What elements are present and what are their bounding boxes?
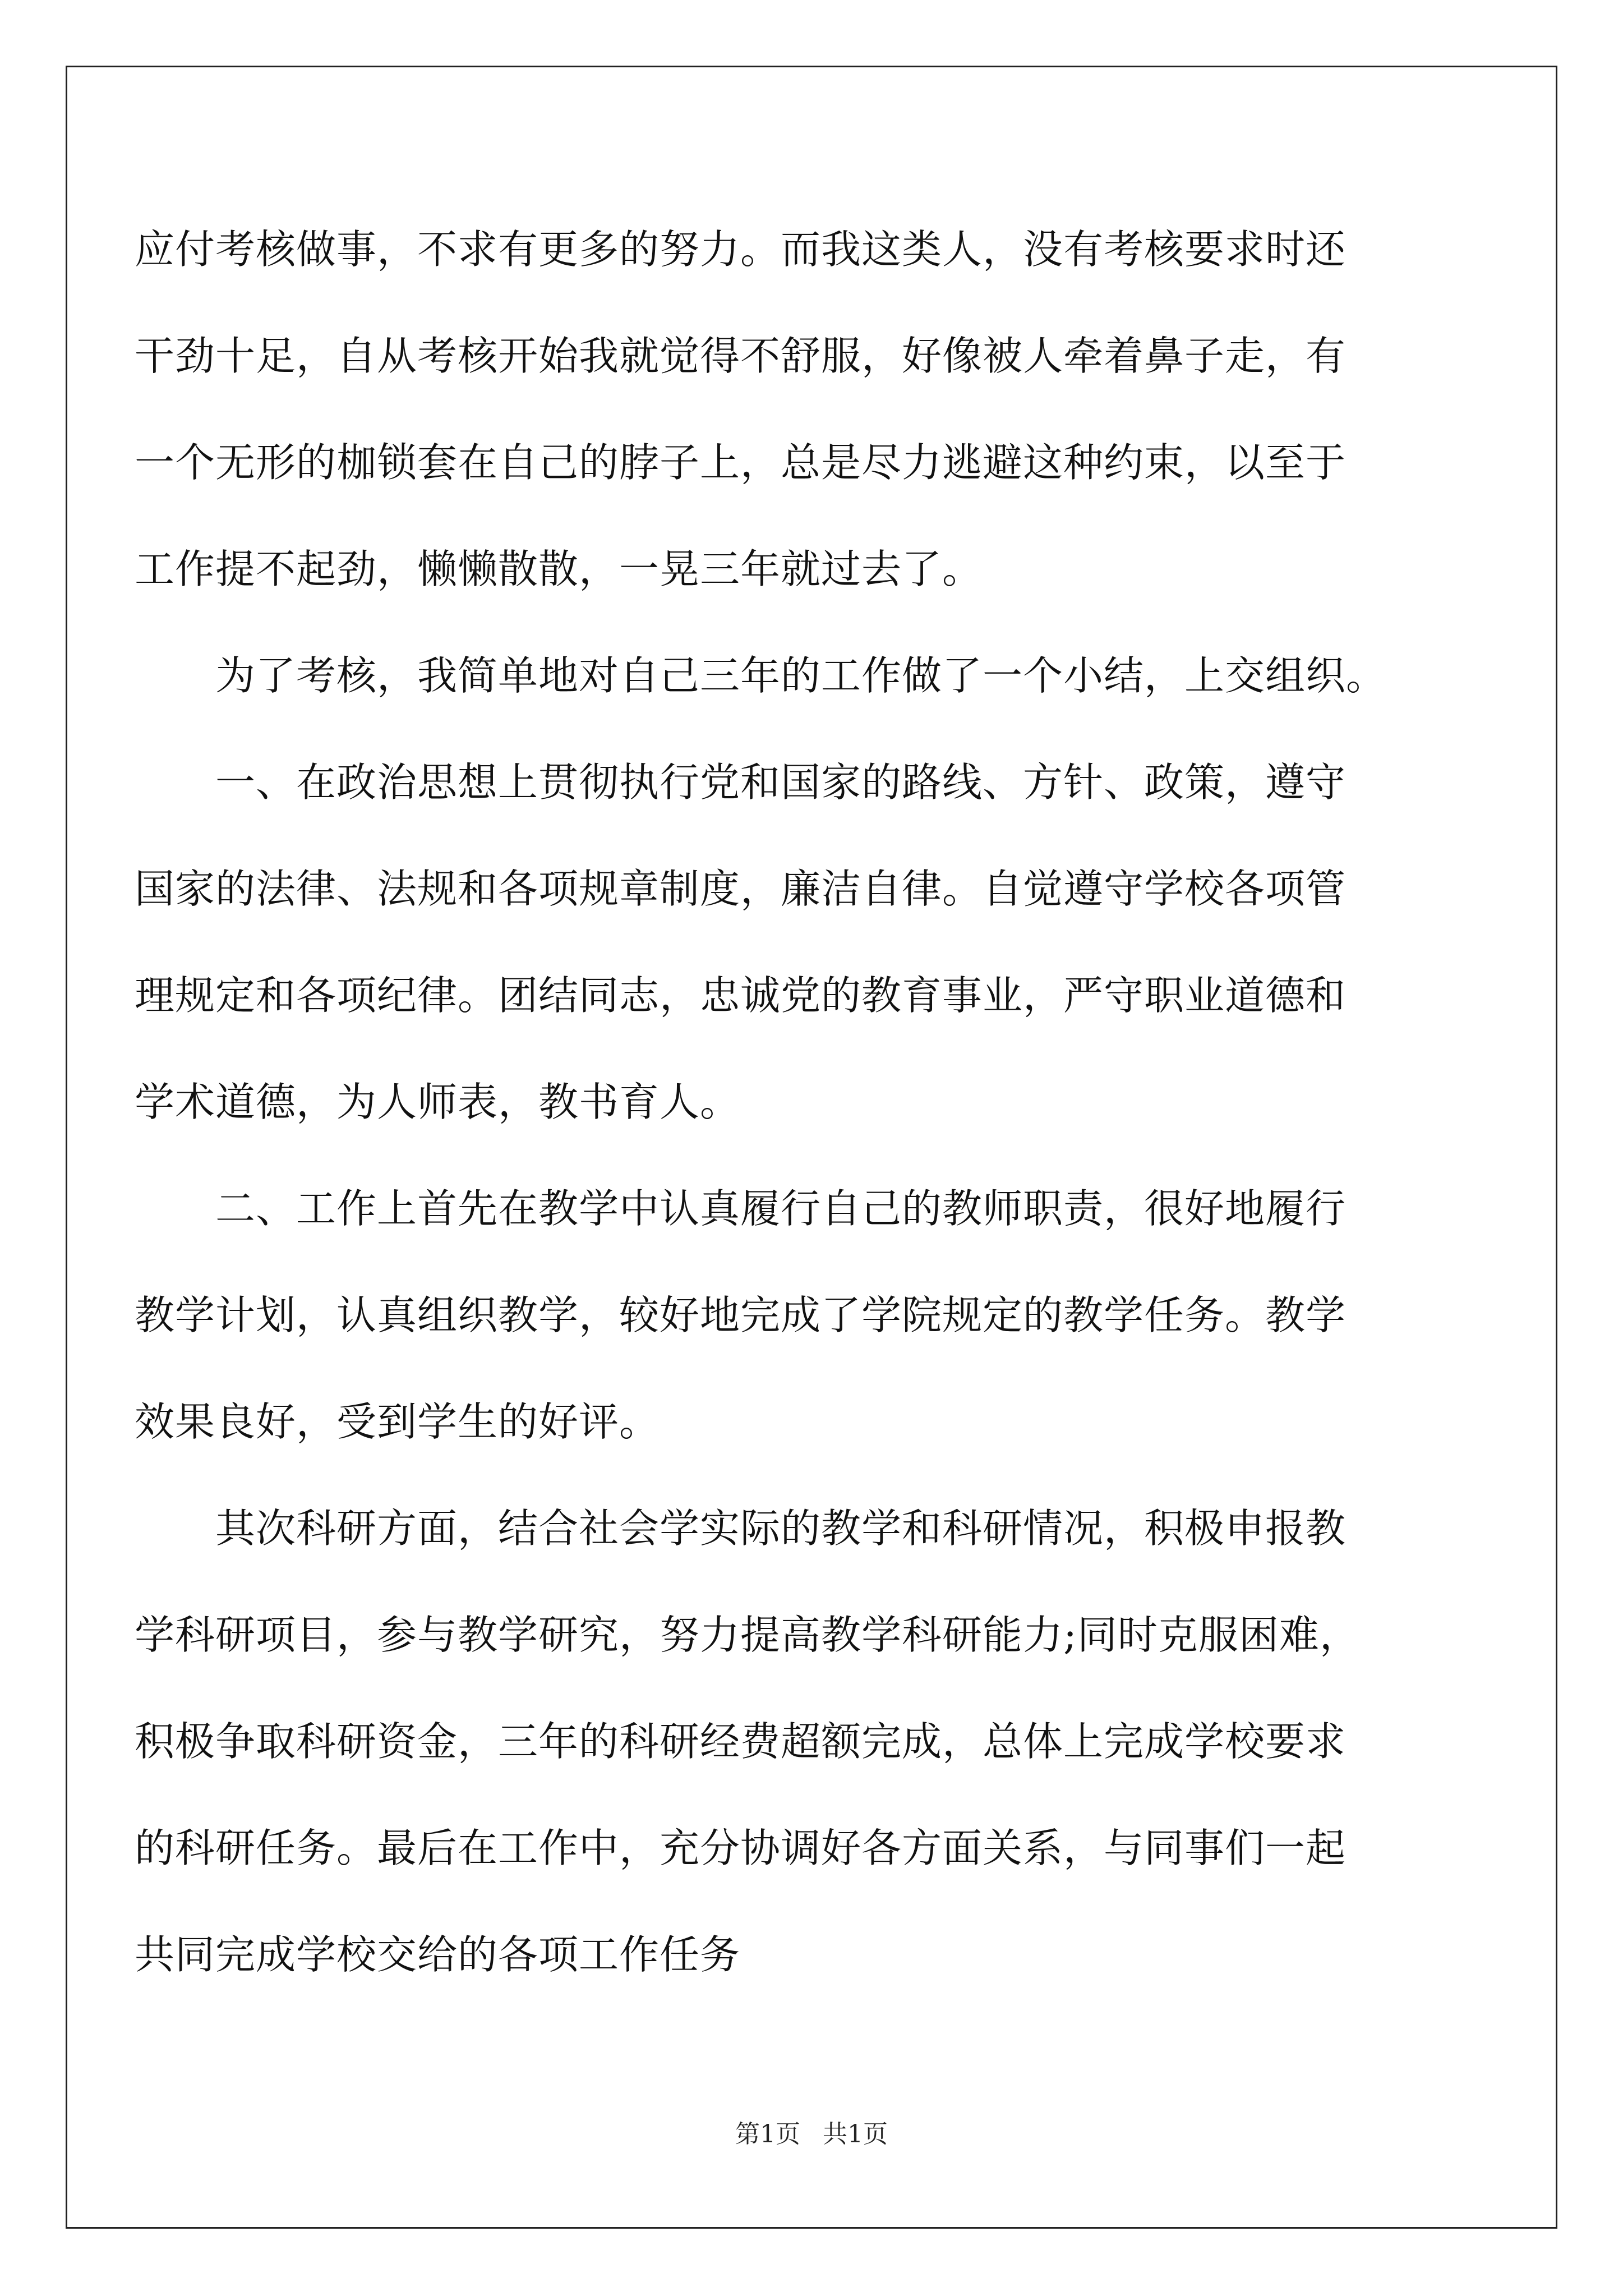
text-line: 学术道德，为人师表，教书育人。	[135, 1079, 741, 1125]
text-line: 学科研项目，参与教学研究，努力提高教学科研能力;同时克服困难，	[135, 1612, 1360, 1658]
text-line: 国家的法律、法规和各项规章制度，廉洁自律。自觉遵守学校各项管	[135, 866, 1347, 912]
text-line: 的科研任务。最后在工作中，充分协调好各方面关系，与同事们一起	[135, 1825, 1347, 1871]
page-total: 共1页	[823, 2120, 888, 2148]
page-number: 第1页	[735, 2120, 800, 2148]
text-line: 理规定和各项纪律。团结同志，忠诚党的教育事业，严守职业道德和	[135, 972, 1347, 1019]
text-line: 积极争取科研资金，三年的科研经费超额完成，总体上完成学校要求	[135, 1718, 1347, 1765]
text-line: 应付考核做事，不求有更多的努力。而我这类人，没有考核要求时还	[135, 226, 1347, 273]
page-border	[66, 66, 1557, 2229]
text-line: 效果良好，受到学生的好评。	[135, 1398, 660, 1445]
text-line: 教学计划，认真组织教学，较好地完成了学院规定的教学任务。教学	[135, 1292, 1347, 1338]
text-line: 一、在政治思想上贯彻执行党和国家的路线、方针、政策，遵守	[135, 759, 1347, 806]
text-line: 为了考核，我简单地对自己三年的工作做了一个小结，上交组织。	[135, 652, 1387, 699]
text-line: 其次科研方面，结合社会学实际的教学和科研情况，积极申报教	[135, 1505, 1347, 1552]
text-line: 二、工作上首先在教学中认真履行自己的教师职责，很好地履行	[135, 1185, 1347, 1232]
text-line: 工作提不起劲，懒懒散散，一晃三年就过去了。	[135, 546, 983, 592]
text-line: 一个无形的枷锁套在自己的脖子上，总是尽力逃避这种约束，以至于	[135, 439, 1347, 486]
text-line: 共同完成学校交给的各项工作任务	[135, 1931, 741, 1978]
page-footer	[0, 2118, 1623, 2151]
text-line: 干劲十足，自从考核开始我就觉得不舒服，好像被人牵着鼻子走，有	[135, 333, 1347, 379]
